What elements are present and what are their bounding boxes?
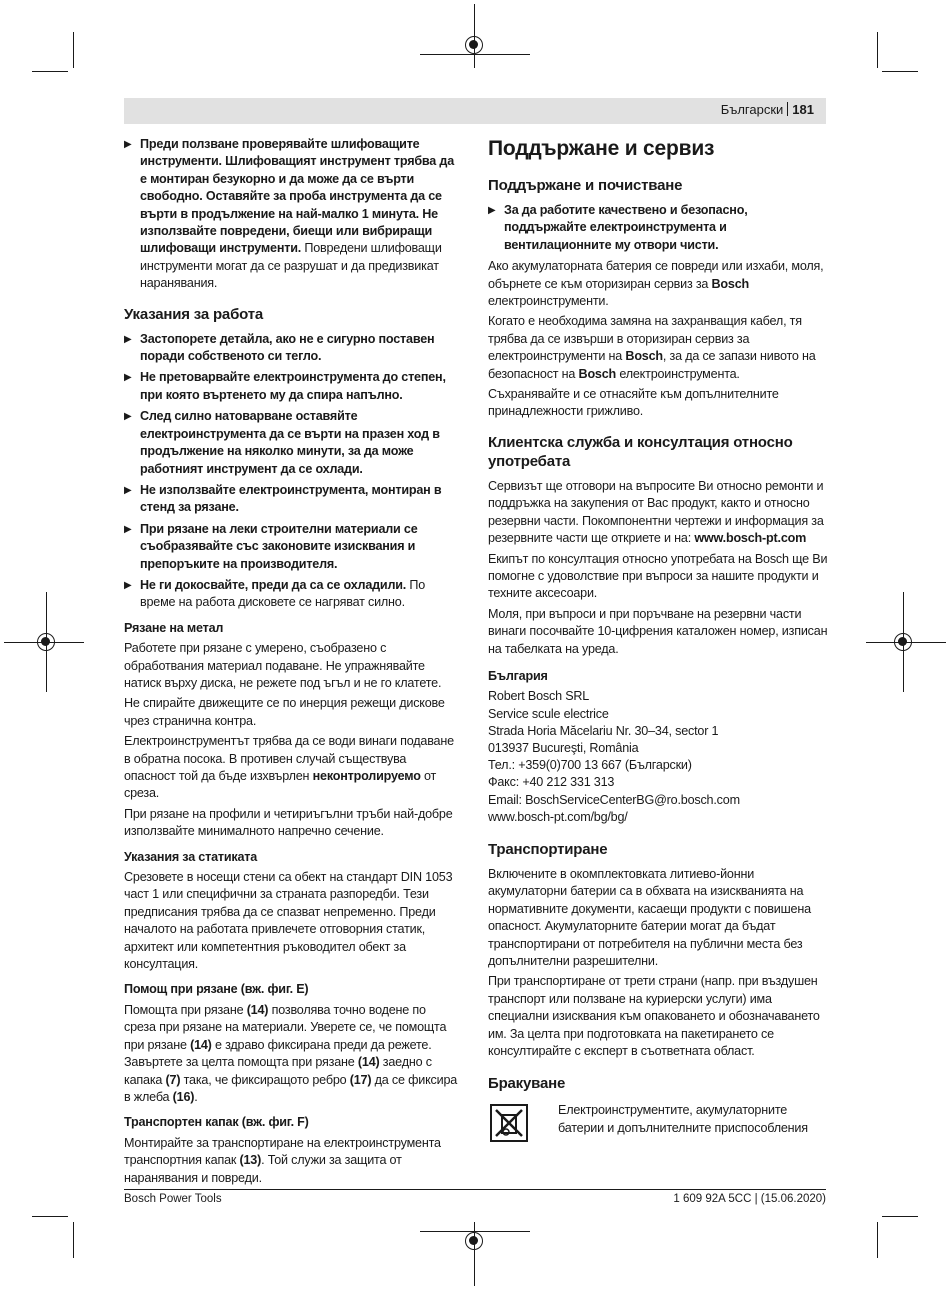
paragraph <box>488 478 828 548</box>
website-link[interactable]: www.bosch-pt.com <box>694 531 807 546</box>
work-bullet <box>124 408 459 478</box>
bullet-text: Повредени шлифоващи инструменти могат да се разрушат и да предизвикат наранявания. <box>140 241 442 291</box>
paragraph <box>124 1135 459 1187</box>
safety-bullet <box>124 136 459 293</box>
text-run: Ако акумулаторната батерия се повреди или изхаби, моля, обърнете се към оторизиран сервиз за <box>488 259 824 291</box>
bullet-bold-text: Не претоварвайте електроинструмента до степен, при която въртенето му да спира напълно. <box>140 370 446 402</box>
text-run-bold: неконтролируемо <box>312 769 421 783</box>
arrow-bullet-icon: ▶ <box>124 333 132 345</box>
header-text <box>721 102 814 117</box>
crop-mark <box>882 71 918 72</box>
address-line: Strada Horia Măcelariu Nr. 30–34, sector 1 <box>488 723 719 738</box>
work-bullet <box>124 331 459 366</box>
paragraph: Не спирайте движещите се по инерция режещи дискове чрез странична контра. <box>124 696 445 728</box>
registration-target-icon <box>894 633 912 651</box>
page-number: 181 <box>792 102 814 117</box>
subheading-statics: Указания за статиката <box>124 849 258 864</box>
text-run: Електроинструментът трябва да се води винаги подаване в обратна посока. В противен случай съществува опасност той да бъде изхвърлен <box>124 734 454 783</box>
main-heading: Поддържане и сервиз <box>488 137 715 160</box>
maintenance-bullet <box>488 202 828 254</box>
arrow-bullet-icon: ▶ <box>124 411 132 423</box>
paragraph: Съхранявайте и се отнасяйте към допълнителните принадлежности грижливо. <box>488 387 779 419</box>
text-run: електроинструмента. <box>616 366 740 381</box>
text-run: Когато е необходима замяна на захранващия кабел, тя трябва да се извърши в оторизиран сервиз за електроинструменти на <box>488 314 802 364</box>
text-run: Монтирайте за транспортиране на електроинструмента транспортния капак <box>124 1135 441 1168</box>
crop-mark <box>877 32 878 68</box>
ref-number: (14) <box>190 1037 212 1052</box>
section-heading-maintenance: Поддържане и почистване <box>488 177 683 194</box>
bullet-bold-text: Застопорете детайла, ако не е сигурно поставен поради собственото си тегло. <box>140 331 435 364</box>
work-bullet <box>124 369 459 404</box>
bullet-bold-text: За да работите качествено и безопасно, поддържайте електроинструмента и вентилационните му отвори чисти. <box>504 203 748 252</box>
text-run: . <box>194 1089 198 1104</box>
ref-number: (17) <box>349 1072 372 1087</box>
text-run: . Той служи за защита от наранявания и повреди. <box>124 1153 402 1185</box>
paragraph: Работете при рязане с умерено, съобразено с обработвания материал подаване. Не упражнявайте натиск върху диска, не режете под ъгъл и не го клатете. <box>124 641 442 690</box>
footer-docnumber: 1 609 92A 5CC | (15.06.2020) <box>673 1193 826 1205</box>
registration-target-icon <box>465 36 483 54</box>
paragraph: При рязане на профили и четириъгълни тръби най-добре използвайте минималното напречно сечение. <box>124 806 453 839</box>
disposal-row <box>488 1100 828 1142</box>
page-footer <box>124 1189 826 1205</box>
registration-target-icon <box>37 633 55 651</box>
email-line[interactable]: Email: BoschServiceCenterBG@ro.bosch.com <box>488 792 740 807</box>
ref-number: (16) <box>172 1089 195 1104</box>
country-heading: България <box>488 668 548 683</box>
arrow-bullet-icon: ▶ <box>124 523 132 535</box>
website-line[interactable]: www.bosch-pt.com/bg/bg/ <box>488 809 628 824</box>
bullet-text: По време на работа дисковете се нагряват силно. <box>140 577 426 610</box>
text-run: позволява точно водене по среза при рязане на материали. Уверете се, че помощта при рязане <box>124 1002 447 1052</box>
crop-mark <box>877 1222 878 1258</box>
ref-number: (14) <box>357 1055 380 1070</box>
fax-line: Факс: +40 212 331 313 <box>488 775 615 790</box>
arrow-bullet-icon: ▶ <box>124 484 132 496</box>
bullet-bold-text: Преди ползване проверявайте шлифоващите инструменти. Шлифоващият инструмент трябва да е монтиран безукорно и да може да се върти свободно. Оставяйте за проба инструмента да се върти в продължение на най-малко 1 минута. Не използвайте повредени, биещи или вибриращи шлифоващи инструменти. <box>140 137 455 256</box>
text-run: Помощта при рязане <box>124 1002 247 1017</box>
paragraph: Срезовете в носещи стени са обект на стандарт DIN 1053 част 1 или специфични за страната разпоредби. Тези предписания трябва да се спазват непременно. Преди началото на работата привлечете отговорния статик, архитект или компетентния ръководител обект за консултация. <box>124 870 453 972</box>
work-bullet <box>124 577 459 612</box>
text-run: електроинструменти. <box>488 294 609 309</box>
work-bullet <box>124 521 459 573</box>
ref-number: (7) <box>165 1072 181 1087</box>
page-header <box>124 98 826 124</box>
text-run: Сервизът ще отговори на въпросите Ви относно ремонти и поддръжка на закупения от Вас продукт, както и относно резервни части. Покомпонентни чертежи и информация за резервните части ще откриете и на: <box>488 478 824 546</box>
crop-mark <box>73 1222 74 1258</box>
crop-mark <box>882 1216 918 1217</box>
footer-brand: Bosch Power Tools <box>124 1193 222 1205</box>
paragraph: При транспортиране от трети страни (напр. при въздушен транспорт или ползване на куриерски услуги) има специални изисквания към опаковането и обозначаването им. За целта при подготовката на пакетирането се консултирайте с експерт в съответната област. <box>488 974 820 1059</box>
text-run: е здраво фиксирана преди да режете. Завъртете за целта помощта при рязане <box>124 1037 432 1070</box>
subheading-transport-cover: Транспортен капак (вж. фиг. F) <box>124 1115 309 1130</box>
work-bullet <box>124 482 459 517</box>
bullet-bold-text: При рязане на леки строителни материали се съобразявайте със законовите изисквания и препоръките на производителя. <box>140 521 418 571</box>
text-run: да се фиксира в жлеба <box>124 1072 458 1104</box>
paragraph <box>488 313 828 383</box>
subheading-metal: Рязане на метал <box>124 620 224 635</box>
bullet-bold-text: След силно натоварване оставяйте електроинструмента да се върти на празен ход в продължение на няколко минути, за да може работният инструмент да се охлади. <box>140 409 440 476</box>
brand-name: Bosch <box>578 366 617 381</box>
crossed-bin-icon <box>490 1104 528 1142</box>
phone-line: Тел.: +359(0)700 13 667 (Български) <box>488 758 692 773</box>
arrow-bullet-icon: ▶ <box>124 372 132 384</box>
paragraph: Екипът по консултация относно употребата на Bosch ще Ви помогне с удоволствие при въпроси за нашите продукти и техните аксесоари. <box>488 551 828 601</box>
right-column <box>488 136 828 1142</box>
crop-mark <box>73 32 74 68</box>
paragraph <box>124 733 459 803</box>
header-separator <box>787 102 788 116</box>
text-run: , за да се запази нивото на безопасност на <box>488 349 816 381</box>
brand-name: Bosch <box>625 349 663 364</box>
paragraph: Моля, при въпроси и при поръчване на резервни части винаги посочвайте 10-цифрения каталожен номер, изписан на табелката на уреда. <box>488 606 828 656</box>
arrow-bullet-icon: ▶ <box>124 579 132 591</box>
subheading-cutting-guide: Помощ при рязане (вж. фиг. E) <box>124 982 309 997</box>
section-heading-disposal: Бракуване <box>488 1075 566 1093</box>
registration-line <box>420 54 530 55</box>
text-run: така, че фиксиращото ребро <box>180 1072 350 1087</box>
arrow-bullet-icon: ▶ <box>488 205 496 216</box>
brand-name: Bosch <box>711 276 750 291</box>
registration-target-icon <box>465 1232 483 1250</box>
section-heading-service: Клиентска служба и консултация относно употребата <box>488 433 793 470</box>
bullet-bold-text: Не ги докосвайте, преди да са се охладили. <box>140 577 407 592</box>
crop-mark <box>32 71 68 72</box>
address-block <box>488 688 828 826</box>
ref-number: (13) <box>239 1153 262 1168</box>
ref-number: (14) <box>246 1002 269 1017</box>
text-run: заедно с капака <box>124 1055 432 1087</box>
crop-mark <box>32 1216 68 1217</box>
arrow-bullet-icon: ▶ <box>124 139 132 150</box>
section-heading-work: Указания за работа <box>124 305 264 323</box>
paragraph: Включените в окомплектовката литиево-йонни акумулаторни батерии са в обхвата на изискванията на нормативните документи, касаещи продукти с повишена опасност. Акумулаторните батерии могат да бъдат транспортирани от потребителя на публични места без допълнителни разрешителни. <box>488 866 811 968</box>
disposal-text: Електроинструментите, акумулаторните батерии и допълнителните приспособления <box>558 1103 808 1135</box>
text-run: от среза. <box>124 769 437 801</box>
address-line: Robert Bosch SRL <box>488 689 590 704</box>
paragraph <box>124 1002 459 1106</box>
left-column <box>124 136 459 1190</box>
bullet-bold-text: Не използвайте електроинструмента, монтиран в стенд за рязане. <box>140 482 442 515</box>
address-line: 013937 Bucureşti, România <box>488 740 639 755</box>
paragraph <box>488 258 828 310</box>
header-language: Български <box>720 102 784 117</box>
section-heading-transport: Транспортиране <box>488 840 608 858</box>
address-line: Service scule electrice <box>488 706 609 721</box>
